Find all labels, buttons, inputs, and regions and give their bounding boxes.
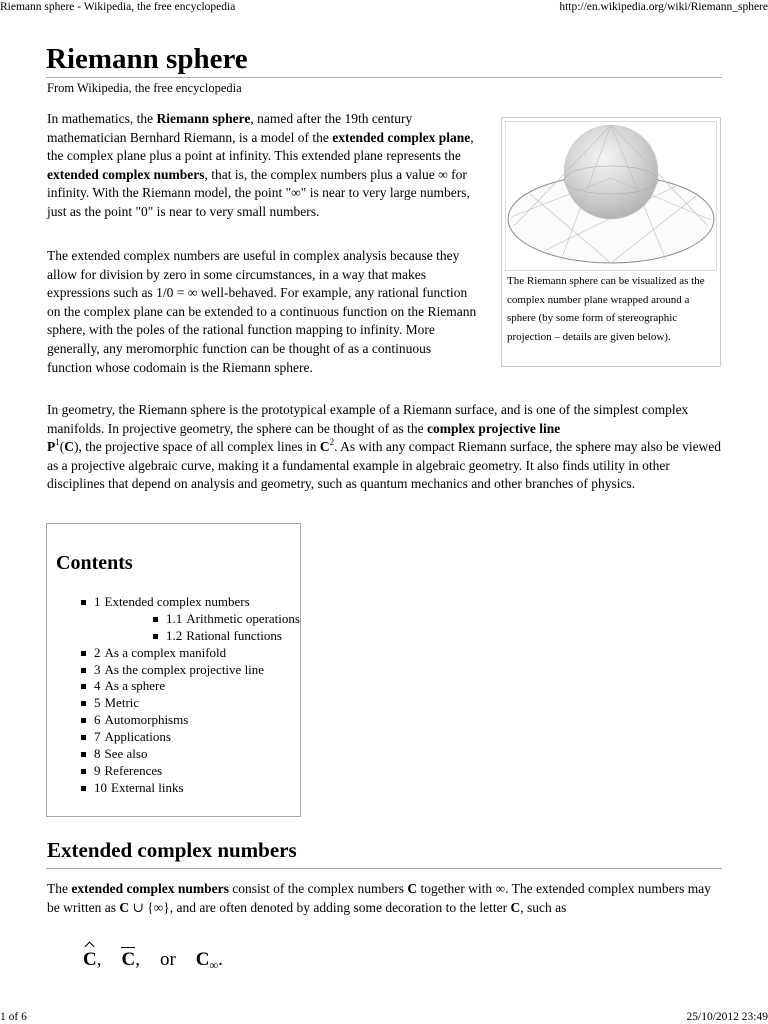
toc-number: 4 [94, 678, 101, 694]
c-bar-symbol: C [121, 946, 135, 974]
toc-list [47, 593, 302, 796]
text-run: In geometry, the Riemann sphere is the prototypical example of a Riemann surface, and is one of the simplest complex manifolds. In projective geometry, the sphere can be thought of as the [47, 402, 689, 436]
bullet-icon [153, 634, 158, 639]
bold-term-extended-complex-plane: extended complex plane [332, 129, 471, 145]
toc-item[interactable] [47, 677, 302, 694]
superscript: 2 [329, 437, 335, 448]
site-subtitle: From Wikipedia, the free encyclopedia [47, 81, 242, 95]
toc-label: References [104, 762, 163, 778]
toc-label: As a complex manifold [104, 644, 227, 660]
page-count: 1 of 6 [0, 1011, 27, 1023]
toc-number: 5 [94, 695, 101, 711]
text-run: together with ∞. The extended complex numbers may be written as [47, 881, 712, 915]
toc-label: Rational functions [186, 627, 282, 643]
toc-item[interactable] [47, 644, 302, 661]
toc-label: External links [111, 779, 184, 795]
math-or: or [159, 949, 176, 970]
bullet-icon [81, 651, 86, 656]
symbol-c: C [319, 439, 330, 455]
symbol-c: C [119, 899, 130, 915]
toc-number: 1 [94, 594, 101, 609]
toc-label: Extended complex numbers [104, 594, 250, 609]
figure-image[interactable] [505, 121, 717, 271]
bullet-icon [81, 752, 86, 757]
text-run: ∪ {∞}, and are often denoted by adding some decoration to the letter [129, 899, 511, 915]
toc-item[interactable] [47, 711, 302, 728]
math-comma: , [135, 949, 140, 970]
symbol-c: C [407, 881, 418, 896]
bullet-icon [153, 617, 158, 622]
figure-thumbnail [501, 117, 721, 367]
bullet-icon [81, 701, 86, 706]
toc-item[interactable] [47, 728, 302, 745]
title-divider [46, 77, 722, 78]
text-run: ( [59, 439, 65, 455]
bullet-icon [81, 684, 86, 689]
toc-number: 2 [94, 644, 101, 660]
text-run: , that is, the complex numbers plus a value ∞ for infinity. With the Riemann model, the point "∞" is near to very large numbers, just as the point "0" is near to very small numbers. [47, 166, 470, 219]
symbol-p: P [47, 439, 56, 455]
toc-title: Contents [56, 552, 133, 574]
symbol-c: C [510, 899, 521, 915]
bullet-icon [81, 718, 86, 723]
print-url[interactable]: http://en.wikipedia.org/wiki/Riemann_sphere [559, 1, 768, 13]
toc-item[interactable] [47, 779, 302, 796]
toc-label: As the complex projective line [104, 661, 265, 677]
toc-number: 9 [94, 762, 101, 778]
text-run: The [47, 881, 72, 896]
bold-term-extended-complex-numbers: extended complex numbers [71, 881, 229, 896]
toc-label: Metric [104, 695, 140, 711]
text-run: , such as [520, 899, 567, 915]
text-run: , the complex plane plus a point at infinity. This extended plane represents the [47, 129, 474, 164]
analysis-paragraph: The extended complex numbers are useful in complex analysis because they allow for division by zero in some circumstances, in a way that makes expressions such as 1/0 = ∞ well-behaved. For example, any rational function on the complex plane can be extended to a continuous function on the Riemann sphere, with the poles of the rational function mapping to infinity. More generally, any meromorphic function can be thought of as a continuous function whose codomain is the Riemann sphere. [47, 248, 477, 375]
math-period: . [218, 949, 223, 970]
toc-label: Applications [104, 729, 171, 745]
math-comma: , [96, 949, 102, 970]
toc-label: See also [104, 746, 148, 762]
toc-number: 1.2 [166, 627, 183, 643]
toc-number: 6 [94, 712, 101, 728]
infinity-subscript: ∞ [209, 958, 219, 972]
bold-term-complex-projective-line: complex projective line [427, 420, 561, 436]
superscript: 1 [55, 437, 60, 448]
figure-caption: The Riemann sphere can be visualized as the complex number plane wrapped around a sphere (by some form of stereographic projection – details are given below). [507, 275, 705, 343]
print-datetime: 25/10/2012 23:49 [686, 1011, 768, 1023]
bold-term-extended-complex-numbers: extended complex numbers [47, 166, 205, 182]
bullet-icon [81, 600, 86, 605]
toc-number: 7 [94, 729, 101, 745]
toc-item[interactable] [47, 694, 302, 711]
toc-label: Automorphisms [104, 712, 189, 728]
c-infinity-symbol: C [195, 949, 210, 970]
text-run: In mathematics, the [47, 111, 157, 126]
text-run: , named after the 19th century mathematician Bernhard Riemann, is a model of the [47, 111, 413, 145]
riemann-sphere-illustration [506, 122, 716, 270]
toc-number: 8 [94, 746, 101, 762]
toc-item[interactable] [47, 627, 302, 644]
bullet-icon [81, 735, 86, 740]
bullet-icon [81, 786, 86, 791]
toc-number: 1.1 [166, 610, 183, 626]
text-run: ), the projective space of all complex lines in [74, 439, 320, 455]
print-footer [0, 1010, 768, 1024]
geometry-paragraph [47, 401, 727, 494]
print-header [0, 0, 768, 16]
page-title: Riemann sphere [46, 43, 248, 75]
print-page-title: Riemann sphere - Wikipedia, the free encyclopedia [0, 1, 236, 13]
bold-term-riemann-sphere: Riemann sphere [156, 111, 251, 126]
c-hat-symbol: C [83, 946, 97, 974]
toc-item[interactable] [47, 762, 302, 779]
section-divider [46, 868, 722, 869]
text-run: consist of the complex numbers [228, 881, 408, 896]
toc-item[interactable] [47, 593, 302, 610]
toc-item[interactable] [47, 610, 302, 627]
toc-label: As a sphere [104, 678, 166, 694]
toc-item[interactable] [47, 661, 302, 678]
toc-number: 10 [94, 779, 107, 795]
bullet-icon [81, 769, 86, 774]
table-of-contents [46, 523, 301, 817]
toc-number: 3 [94, 661, 101, 677]
math-formula [83, 946, 223, 979]
symbol-c: C [64, 439, 74, 455]
toc-label: Arithmetic operations [186, 610, 300, 626]
text-run: . As with any compact Riemann surface, the sphere may also be viewed as a projective algebraic curve, making it a fundamental example in algebraic geometry. It also finds utility in other disciplines that depend on analysis and geometry, such as quantum mechanics and other branches of physics. [47, 439, 722, 492]
toc-item[interactable] [47, 745, 302, 762]
intro-paragraph [47, 110, 479, 222]
section-paragraph [47, 880, 727, 917]
section-heading: Extended complex numbers [47, 838, 297, 862]
bullet-icon [81, 668, 86, 673]
